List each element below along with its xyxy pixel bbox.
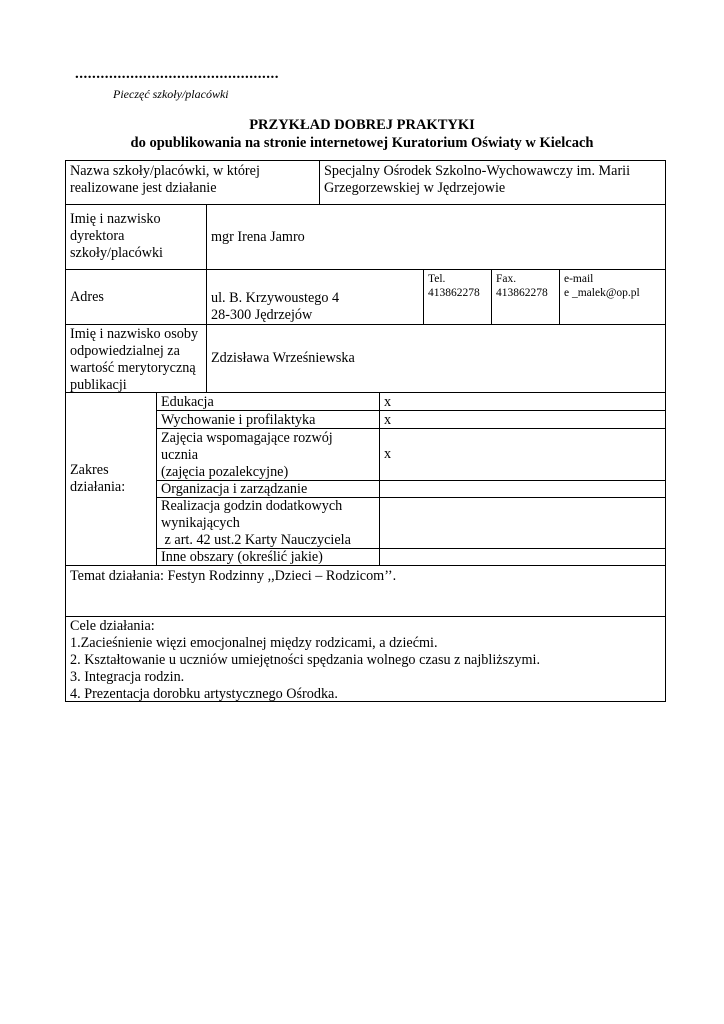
director-value-cell [206, 204, 666, 270]
address-label-cell [65, 269, 207, 325]
topic-text: Temat działania: Festyn Rodzinny ,,Dzieci – Rodzicom’’. [70, 568, 397, 584]
scope-item-label: Inne obszary (określić jakie) [161, 549, 323, 565]
director-name: mgr Irena Jamro [211, 228, 305, 245]
page-subtitle: do opublikowania na stronie internetowej Kuratorium Oświaty w Kielcach [130, 135, 594, 151]
school-name-value-line1: Specjalny Ośrodek Szkolno-Wychowawczy im. Marii [324, 163, 631, 179]
scope-mark-support-classes [379, 428, 666, 481]
goal-item: 4. Prezentacja dorobku artystycznego Ośrodka. [70, 686, 338, 702]
director-label-line2: dyrektora [70, 228, 125, 244]
scope-mark-organization [379, 480, 666, 498]
scope-mark: x [384, 446, 392, 462]
scope-row-additional-hours [156, 497, 380, 549]
scope-item-label-line3: (zajęcia pozalekcyjne) [161, 464, 289, 480]
tel-value: 413862278 [428, 287, 480, 299]
goal-item: 2. Kształtowanie u uczniów umiejętności spędzania wolnego czasu z najbliższymi. [70, 652, 541, 668]
scope-mark-education [379, 392, 666, 411]
school-name-label-line1: Nazwa szkoły/placówki, w której [70, 163, 260, 179]
fax-cell [491, 269, 560, 325]
stamp-label: Pieczęć szkoły/placówki [113, 87, 229, 101]
stamp-dotted-line: ................................................ [75, 66, 279, 82]
scope-mark-upbringing [379, 410, 666, 429]
address-label: Adres [70, 288, 104, 305]
scope-item-label: Wychowanie i profilaktyka [161, 412, 316, 428]
goal-item: 1.Zacieśnienie więzi emocjonalnej między rodzicami, a dziećmi. [70, 635, 438, 651]
scope-row-support-classes [156, 428, 380, 481]
scope-item-label-line1: Zajęcia wspomagające rozwój [161, 430, 333, 446]
address-value-cell [206, 269, 424, 325]
topic-cell [65, 565, 666, 617]
scope-label-line1: Zakres [70, 462, 109, 478]
scope-mark-other [379, 548, 666, 566]
responsible-name: Zdzisława Wrześniewska [211, 350, 355, 366]
scope-label-line2: działania: [70, 479, 126, 495]
director-label-line1: Imię i nazwisko [70, 211, 161, 227]
responsible-label-line1: Imię i nazwisko osoby [70, 326, 199, 342]
goals-heading: Cele działania: [70, 618, 155, 634]
school-name-label-cell [65, 160, 320, 205]
responsible-label-cell [65, 324, 207, 393]
scope-row-organization [156, 480, 380, 498]
goal-item: 3. Integracja rodzin. [70, 669, 185, 685]
fax-value: 413862278 [496, 287, 548, 299]
page-title: PRZYKŁAD DOBREJ PRAKTYKI [249, 117, 475, 133]
responsible-value-cell [206, 324, 666, 393]
scope-mark: x [384, 394, 392, 410]
scope-row-education [156, 392, 380, 411]
scope-label-cell [65, 392, 157, 566]
responsible-label-line3: wartość merytoryczną [70, 360, 196, 376]
school-name-value-cell [319, 160, 666, 205]
scope-item-label-line1: Realizacja godzin dodatkowych [161, 498, 343, 514]
address-street: ul. B. Krzywoustego 4 [211, 290, 340, 306]
scope-mark: x [384, 412, 392, 428]
scope-row-other [156, 548, 380, 566]
responsible-label-line4: publikacji [70, 377, 127, 393]
director-label-line3: szkoły/placówki [70, 245, 163, 261]
scope-row-upbringing [156, 410, 380, 429]
goals-cell [65, 616, 666, 702]
director-label-cell [65, 204, 207, 270]
scope-item-label: Organizacja i zarządzanie [161, 481, 308, 497]
address-postcode-city: 28-300 Jędrzejów [211, 307, 313, 323]
scope-item-label: Edukacja [161, 394, 214, 410]
tel-cell [423, 269, 492, 325]
email-label: e-mail [564, 273, 594, 285]
scope-item-label-line3: z art. 42 ust.2 Karty Nauczyciela [161, 532, 351, 548]
scope-mark-additional-hours [379, 497, 666, 549]
email-value: e _malek@op.pl [564, 287, 640, 299]
scope-item-label-line2: wynikających [161, 515, 240, 531]
school-name-label-line2: realizowane jest działanie [70, 180, 217, 196]
responsible-label-line2: odpowiedzialnej za [70, 343, 180, 359]
fax-label: Fax. [496, 273, 517, 285]
school-name-value-line2: Grzegorzewskiej w Jędrzejowie [324, 180, 506, 196]
email-cell [559, 269, 666, 325]
scope-item-label-line2: ucznia [161, 447, 199, 463]
tel-label: Tel. [428, 273, 446, 285]
